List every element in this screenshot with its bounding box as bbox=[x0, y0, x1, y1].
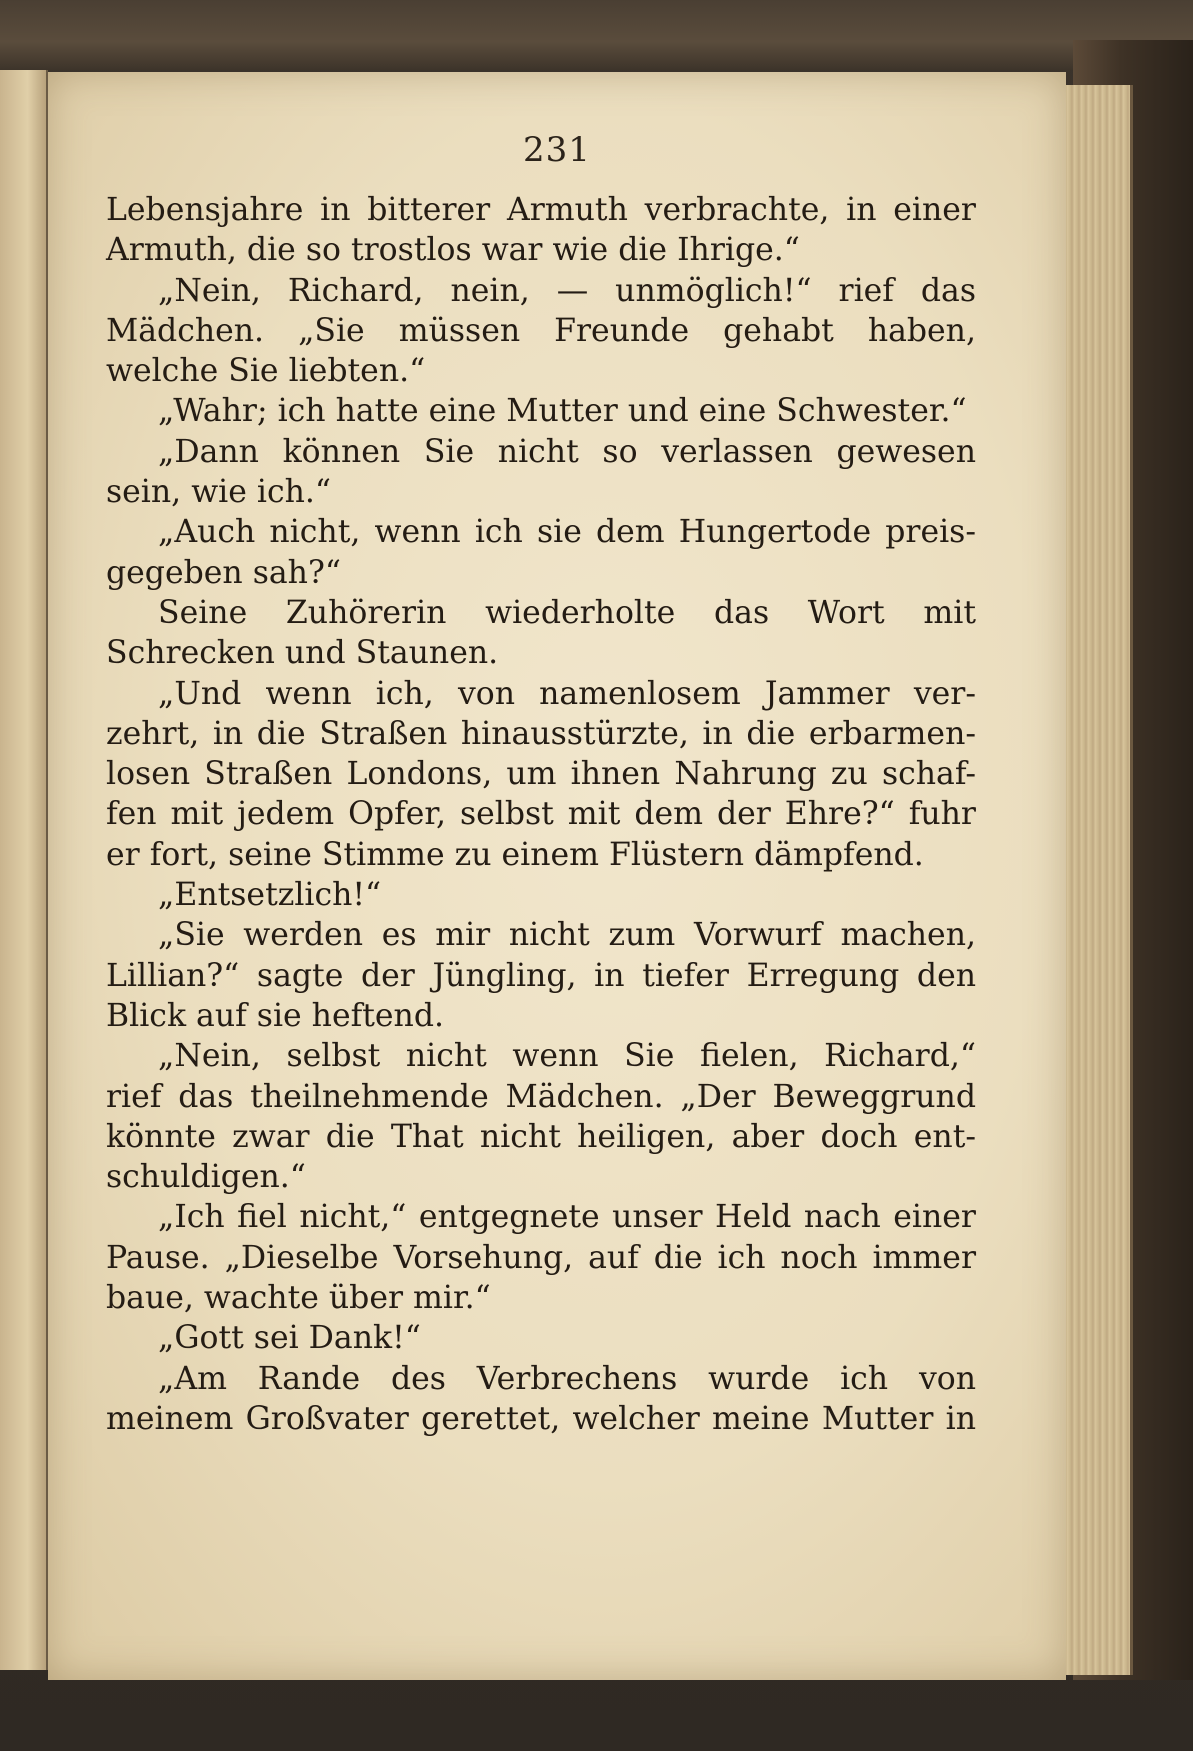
text-line: „Und wenn ich, von namenlosem Jammer ver- bbox=[158, 675, 976, 712]
text-line: „Sie werden es mir nicht zum Vorwurf machen, bbox=[158, 917, 976, 954]
text-line: losen Straßen Londons, um ihnen Nahrung zu schaf- bbox=[106, 756, 976, 793]
text-line: er fort, seine Stimme zu einem Flüstern dämpfend. bbox=[106, 836, 924, 873]
facing-page-edge bbox=[0, 70, 48, 1670]
text-line: Pause. „Dieselbe Vorsehung, auf die ich noch immer bbox=[106, 1239, 976, 1276]
text-line: Armuth, die so trostlos war wie die Ihrige.“ bbox=[106, 232, 800, 269]
page-number: 231 bbox=[523, 130, 591, 170]
text-line: „Nein, selbst nicht wenn Sie fielen, Richard,“ bbox=[158, 1038, 976, 1075]
text-line: rief das theilnehmende Mädchen. „Der Beweggrund bbox=[106, 1078, 976, 1115]
text-line: könnte zwar die That nicht heiligen, aber doch ent- bbox=[106, 1118, 976, 1155]
text-line: baue, wachte über mir.“ bbox=[106, 1280, 491, 1317]
text-line: Seine Zuhörerin wiederholte das Wort mit bbox=[158, 594, 976, 631]
text-line: „Dann können Sie nicht so verlassen gewesen bbox=[158, 433, 976, 470]
text-line: meinem Großvater gerettet, welcher meine Mutter in bbox=[106, 1400, 976, 1437]
text-line: „Nein, Richard, nein, — unmöglich!“ rief das bbox=[158, 272, 976, 309]
text-line: schuldigen.“ bbox=[106, 1159, 306, 1196]
text-line: fen mit jedem Opfer, selbst mit dem der Ehre?“ fuhr bbox=[106, 796, 976, 833]
text-line: „Auch nicht, wenn ich sie dem Hungertode preis- bbox=[158, 514, 976, 551]
text-line: „Wahr; ich hatte eine Mutter und eine Schwester.“ bbox=[158, 393, 967, 430]
text-line: zehrt, in die Straßen hinausstürzte, in die erbarmen- bbox=[106, 715, 976, 752]
book-cover-top bbox=[0, 0, 1193, 70]
book-page bbox=[48, 72, 1066, 1680]
body-text bbox=[106, 190, 976, 1439]
text-line: welche Sie liebten.“ bbox=[106, 353, 426, 390]
text-line: sein, wie ich.“ bbox=[106, 474, 332, 511]
page-edges bbox=[1060, 85, 1133, 1675]
text-line: Mädchen. „Sie müssen Freunde gehabt haben, bbox=[106, 312, 976, 349]
text-line: „Ich fiel nicht,“ entgegnete unser Held nach einer bbox=[158, 1199, 976, 1236]
text-line: „Am Rande des Verbrechens wurde ich von bbox=[158, 1360, 976, 1397]
text-line: Schrecken und Staunen. bbox=[106, 635, 499, 672]
text-line: Lebensjahre in bitterer Armuth verbrachte, in einer bbox=[106, 192, 976, 228]
text-line: gegeben sah?“ bbox=[106, 554, 341, 591]
text-line: Blick auf sie heftend. bbox=[106, 997, 445, 1034]
text-line: „Entsetzlich!“ bbox=[158, 877, 382, 914]
text-line: Lillian?“ sagte der Jüngling, in tiefer Erregung den bbox=[106, 957, 976, 994]
text-line: „Gott sei Dank!“ bbox=[158, 1320, 421, 1357]
